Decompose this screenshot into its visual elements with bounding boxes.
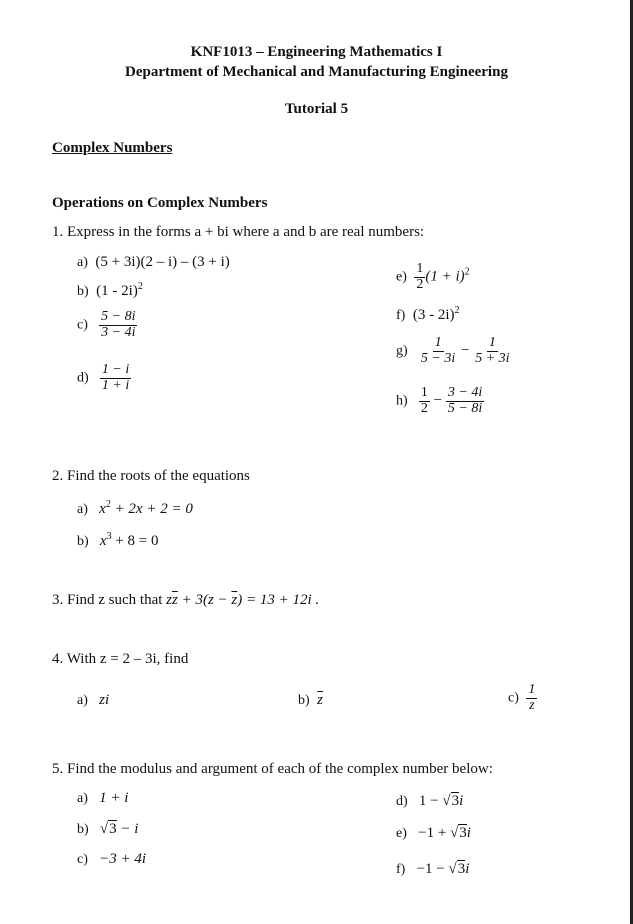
q4-item-c: [508, 683, 537, 713]
q5a-expression: 1 + i: [99, 790, 129, 806]
q1-item-c: [77, 310, 137, 340]
q4-item-a: [77, 692, 109, 709]
sqrt-sign: √: [448, 861, 457, 877]
q2-item-b: [77, 531, 159, 550]
q5-item-c: [77, 851, 146, 868]
q2a-variable: x: [99, 501, 106, 517]
q1e-numerator: 1: [416, 261, 424, 276]
q4c-denominator: z: [529, 697, 535, 713]
q1d-denominator: 1 + i: [101, 377, 130, 393]
q1-item-e: [396, 262, 470, 292]
question-2-prompt: 2. Find the roots of the equations: [52, 468, 250, 484]
q1h-fraction-2: [446, 386, 484, 416]
item-label: a): [77, 255, 88, 270]
q1h-numerator-2: 3 − 4i: [447, 385, 483, 400]
item-label: a): [77, 502, 88, 517]
q1d-numerator: 1 − i: [101, 362, 130, 377]
q5-item-f: [396, 860, 469, 878]
course-title: KNF1013 – Engineering Mathematics I: [190, 44, 443, 60]
sqrt-sign: √: [99, 821, 109, 837]
q1-item-d: [77, 363, 131, 393]
item-label: h): [396, 393, 408, 409]
item-label: c): [508, 690, 519, 706]
q1g-numerator-2: 1: [488, 335, 496, 350]
q5e-radicand: 3: [459, 825, 467, 841]
question-4-prompt: 4. With z = 2 – 3i, find: [52, 651, 189, 667]
q5e-prefix: −1 +: [418, 825, 451, 841]
q5d-radicand: 3: [451, 793, 460, 809]
sqrt-sign: √: [450, 825, 459, 841]
q3-z: z: [166, 592, 172, 608]
q4a-expression: zi: [99, 692, 110, 708]
item-label: a): [77, 791, 88, 806]
item-label: a): [77, 693, 88, 708]
question-5-prompt: 5. Find the modulus and argument of each of the complex number below:: [52, 761, 493, 777]
q5-item-e: [396, 824, 471, 842]
q1f-expression: (3 - 2i): [412, 307, 455, 323]
q5f-rest: i: [465, 861, 470, 877]
item-label: g): [396, 343, 408, 359]
item-label: f): [396, 308, 406, 323]
q1a-expression: (5 + 3i)(2 – i) – (3 + i): [95, 254, 230, 270]
q1b-exponent: 2: [137, 281, 143, 292]
q1h-denominator-1: 2: [420, 400, 428, 416]
q1g-fraction-1: [419, 336, 457, 366]
q1h-fraction-1: [419, 386, 430, 416]
q1-item-g: [396, 336, 512, 366]
q1-item-f: [396, 305, 459, 324]
question-3: [52, 592, 319, 609]
q1g-fraction-2: [473, 336, 511, 366]
q5d-rest: i: [459, 793, 464, 809]
q5e-rest: i: [466, 825, 471, 841]
q2b-rest: + 8 = 0: [111, 533, 159, 549]
q1g-denominator-2: 5 + 3i: [475, 350, 510, 366]
q5c-expression: −3 + 4i: [99, 851, 147, 867]
q1h-denominator-2: 5 − 8i: [447, 400, 483, 416]
item-label: d): [396, 794, 408, 809]
sqrt-sign: √: [442, 793, 451, 809]
q1-item-b: [77, 281, 143, 300]
q5b-radicand: 3: [109, 821, 117, 837]
q4b-conjugate: $\overline{z}$: [317, 692, 324, 708]
q4-item-b: [298, 692, 323, 709]
q1c-numerator: 5 − 8i: [101, 309, 136, 324]
item-label: c): [77, 852, 88, 867]
item-label: e): [396, 826, 407, 841]
item-label: d): [77, 370, 89, 386]
q5-item-d: [396, 792, 463, 810]
topic-heading: Complex Numbers: [52, 140, 173, 156]
q4c-numerator: 1: [528, 682, 536, 697]
q2a-rest: + 2x + 2 = 0: [110, 501, 193, 517]
q2b-variable: x: [99, 533, 107, 549]
q1f-exponent: 2: [454, 305, 460, 316]
q3-conjugate-2: $\overline{z}$: [231, 592, 238, 608]
q5-item-a: [77, 790, 128, 807]
q1d-fraction: [100, 363, 131, 393]
q1b-expression: (1 - 2i): [96, 283, 138, 299]
question-1-prompt: 1. Express in the forms a + bi where a and b are real numbers:: [52, 224, 425, 240]
q1g-denominator-1: 5 − 3i: [420, 350, 456, 366]
question-3-prompt: 3. Find z such that: [52, 592, 167, 608]
item-label: b): [77, 284, 89, 299]
item-label: f): [396, 862, 406, 877]
section-heading: Operations on Complex Numbers: [52, 195, 268, 211]
q1e-fraction: [414, 262, 425, 292]
q3-middle: + 3(z −: [177, 592, 232, 608]
item-label: b): [77, 822, 89, 837]
q1g-numerator-1: 1: [434, 335, 442, 350]
q1h-minus: −: [433, 392, 443, 409]
q1c-fraction: [99, 310, 137, 340]
q5-item-b: [77, 820, 138, 838]
q2-item-a: [77, 499, 193, 518]
q1c-denominator: 3 − 4i: [101, 324, 136, 340]
q1e-exponent: 2: [464, 266, 470, 278]
item-label: b): [77, 534, 89, 549]
q1-item-h: [396, 386, 484, 416]
q3-conjugate-1: $\overline{z}$: [172, 592, 178, 608]
item-label: e): [396, 269, 407, 285]
q5d-prefix: 1 −: [418, 793, 443, 809]
q5f-radicand: 3: [457, 861, 466, 877]
q3-right: ) = 13 + 12i .: [237, 592, 320, 608]
q3-equation: [166, 592, 319, 608]
item-label: b): [298, 693, 310, 708]
q1g-minus: −: [461, 342, 470, 359]
department-title: Department of Mechanical and Manufacturing Engineering: [125, 64, 508, 80]
tutorial-number: Tutorial 5: [284, 101, 349, 117]
q1h-numerator-1: 1: [420, 385, 428, 400]
q2b-exponent: 3: [106, 531, 112, 542]
q5f-prefix: −1 −: [416, 861, 449, 877]
q1-item-a: [77, 254, 230, 271]
q1e-term: (1 + i): [425, 268, 465, 285]
q1e-denominator: 2: [416, 276, 424, 292]
q2a-exponent: 2: [105, 499, 111, 510]
item-label: c): [77, 317, 88, 333]
q5b-rest: − i: [116, 821, 139, 837]
q4c-fraction: [526, 683, 537, 713]
